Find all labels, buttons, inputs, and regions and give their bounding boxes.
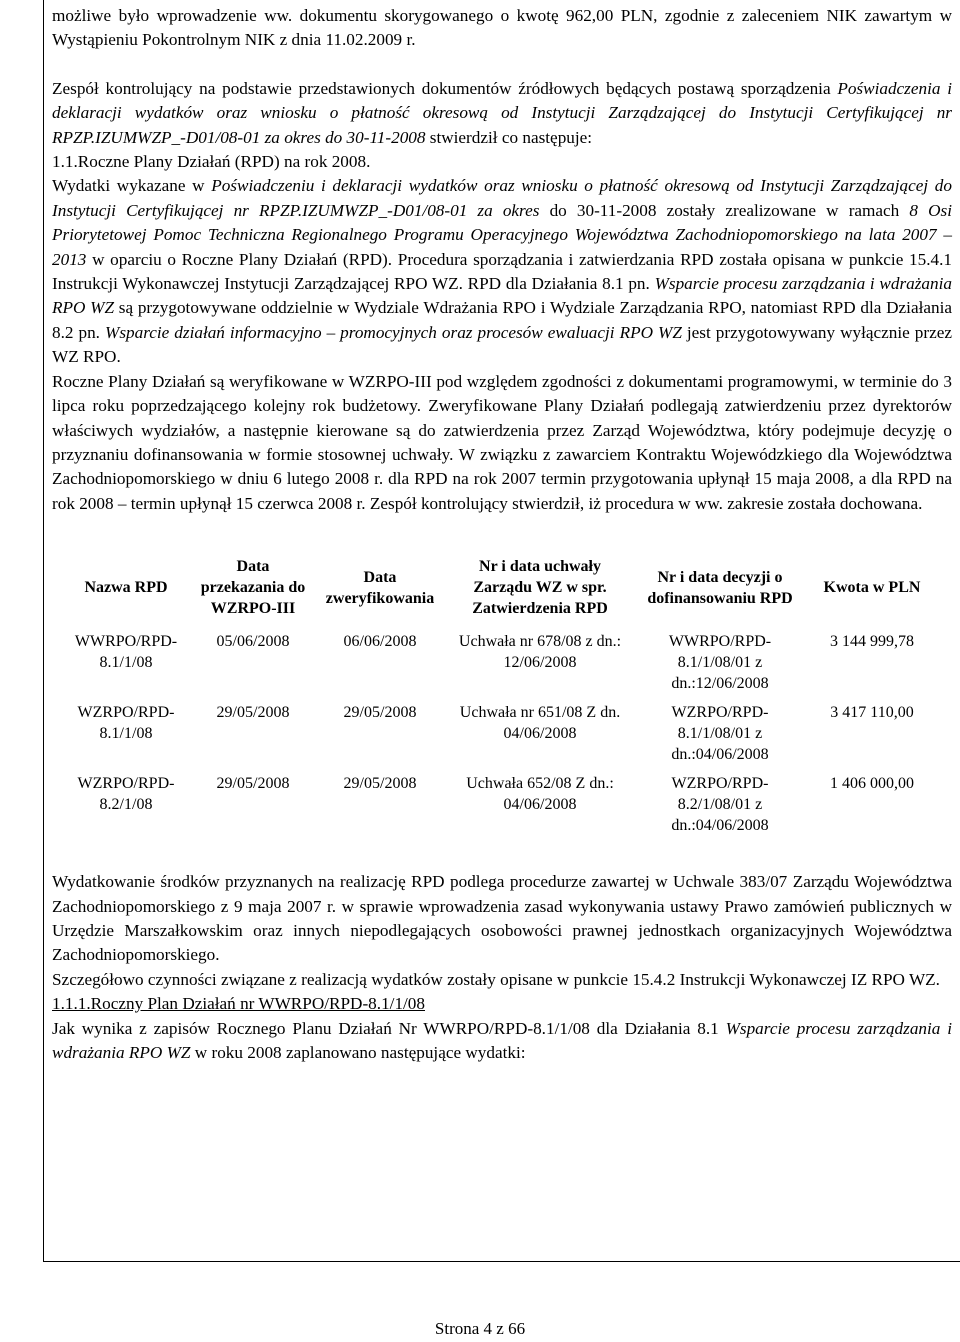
cell-data-zweryfikowania: 29/05/2008: [343, 775, 417, 793]
document-body: [52, 4, 952, 1065]
text-run: do 30-11-2008 zostały zrealizowane w ramach: [539, 200, 910, 220]
text-run: jest przygotowywany wyłącznie przez WZ RPO.: [52, 322, 953, 367]
cell-nazwa: WZRPO/RPD-8.1/1/08: [77, 704, 175, 743]
cell-decyzja: WZRPO/RPD-8.2/1/08/01 z dn.:04/06/2008: [671, 775, 769, 835]
cell-data-przekazania: 29/05/2008: [216, 775, 290, 793]
cell-uchwala: Uchwała nr 651/08 Z dn. 04/06/2008: [459, 704, 621, 743]
italic-run: Wsparcie działań informacyjno – promocyjnych oraz procesów ewaluacji RPO WZ: [105, 322, 682, 342]
header-nr-uchwaly: Nr i data uchwały Zarządu WZ w spr. Zatwierdzenia RPD: [472, 558, 608, 618]
cell-nazwa: WWRPO/RPD-8.1/1/08: [74, 633, 178, 672]
paragraph-procedure: Wydatkowanie środków przyznanych na realizację RPD podlega procedurze zawartej w Uchwale 383/07 Zarządu Województwa Zachodniopomorskiego z 9 maja 2007 r. w sprawie wprowadzenia zasad wykonywania ustawy Prawo zamówień publicznych w Urzędzie Marszałkowskim oraz innych niepodlegających osobowości prawnej jednostkach organizacyjnych Województwa Zachodniopomorskiego.: [52, 872, 952, 965]
paragraph-intro: możliwe było wprowadzenie ww. dokumentu skorygowanego o kwotę 962,00 PLN, zgodnie z zaleceniem NIK zawartym w Wystąpieniu Pokontrolnym NIK z dnia 11.02.2009 r.: [52, 6, 952, 50]
text-run: są przygotowywane oddzielnie w Wydziale Wdrażania RPO i Wydziale Zarządzania RPO, natomiast RPD dla Działania 8.2 pn.: [52, 298, 952, 342]
header-nazwa-rpd: Nazwa RPD: [84, 579, 168, 597]
section-heading-plan: 1.1.1.Roczny Plan Działań nr WWRPO/RPD-8.1/1/08: [52, 994, 425, 1014]
header-data-przekazania: Data przekazania do WZRPO-III: [200, 558, 306, 618]
cell-data-zweryfikowania: 06/06/2008: [343, 633, 417, 651]
rpd-table: [60, 552, 938, 840]
text-run: w roku 2008 zaplanowano następujące wydatki:: [190, 1042, 526, 1062]
italic-run: Wsparcie procesu zarządzania i wdrażania RPO WZ: [52, 1018, 953, 1062]
header-data-zweryfikowania: Data zweryfikowania: [325, 568, 435, 607]
table-header-row: [60, 552, 938, 627]
cell-kwota: 1 406 000,00: [830, 775, 914, 793]
header-kwota: Kwota w PLN: [823, 579, 921, 597]
cell-uchwala: Uchwała nr 678/08 z dn.: 12/06/2008: [458, 633, 622, 672]
cell-decyzja: WZRPO/RPD-8.1/1/08/01 z dn.:04/06/2008: [671, 704, 769, 764]
table-row: [60, 627, 938, 698]
text-run: Jak wynika z zapisów Rocznego Planu Działań Nr WWRPO/RPD-8.1/1/08 dla Działania 8.1: [52, 1018, 726, 1038]
text-run: Zespół kontrolujący na podstawie przedstawionych dokumentów źródłowych będących postawą sporządzenia: [52, 78, 838, 98]
italic-run: 8 Osi Priorytetowej Pomoc Techniczna Regionalnego Programu Operacyjnego Województwa Zachodniopomorskiego na lata 2007 – 2013: [52, 200, 952, 269]
cell-data-zweryfikowania: 29/05/2008: [343, 704, 417, 722]
cell-uchwala: Uchwała 652/08 Z dn.: 04/06/2008: [466, 775, 614, 814]
paragraph-team-statement: [52, 77, 952, 150]
cell-decyzja: WWRPO/RPD-8.1/1/08/01 z dn.:12/06/2008: [668, 633, 772, 693]
cell-data-przekazania: 29/05/2008: [216, 704, 290, 722]
section-heading-rpd: 1.1.Roczne Plany Działań (RPD) na rok 2008.: [52, 152, 371, 172]
text-run: w oparciu o Roczne Plany Działań (RPD). Procedura sporządzania i zatwierdzania RPD została opisana w punkcie 15.4.1 Instrukcji Wykonawczej Instytucji Zarządzającej RPO WZ. RPD dla Działania 8.1 pn.: [52, 249, 952, 294]
page-number: Strona 4 z 66: [434, 1319, 526, 1338]
text-run: Wydatki wykazane w: [52, 176, 212, 196]
cell-kwota: 3 417 110,00: [830, 704, 914, 722]
paragraph-details: Szczegółowo czynności związane z realizacją wydatków zostały opisane w punkcie 15.4.2 Instrukcji Wykonawczej IZ RPO WZ.: [52, 969, 940, 989]
header-nr-decyzji: Nr i data decyzji o dofinansowaniu RPD: [647, 568, 793, 607]
italic-run: Poświadczeniu i deklaracji wydatków oraz wniosku o płatność okresową od Instytucji Zarządzającej do Instytucji Certyfikującej nr RPZP.IZUMWZP_-D01/08-01 za okres: [52, 176, 952, 220]
table-row: [60, 698, 938, 769]
table-row: [60, 769, 938, 840]
italic-run: Poświadczenia i deklaracji wydatków oraz wniosku o płatność okresową od Instytucji Zarządzającej do Instytucji Certyfikującej nr RPZP.IZUMWZP_-D01/08-01 za okres do 30-11-2008: [52, 78, 952, 147]
paragraph-verification: Roczne Plany Działań są weryfikowane w WZRPO-III pod względem zgodności z dokumentami programowymi, w terminie do 3 lipca roku poprzedzającego kolejny rok budżetowy. Zweryfikowane Plany Działań podlegają zatwierdzeniu przez dyrektorów właściwych wydziałów, a następnie kierowane są do zatwierdzenia przez Zarząd Województwa, który podejmuje decyzję o przyznaniu dofinansowania w formie stosownej uchwały. W związku z zawarciem Kontraktu Wojewódzkiego dla Województwa Zachodniopomorskiego w dniu 6 lutego 2008 r. dla RPD na rok 2007 termin przygotowania upłynął 15 maja 2008, a dla RPD na rok 2008 – termin upłynął 15 czerwca 2008 r. Zespół kontrolujący stwierdził, iż procedura w ww. zakresie została dochowana.: [52, 371, 952, 513]
paragraph-expenses: [52, 174, 952, 369]
italic-run: Wsparcie procesu zarządzania i wdrażania RPO WZ: [52, 274, 952, 318]
cell-kwota: 3 144 999,78: [830, 633, 914, 651]
paragraph-planned-expenses: [52, 1017, 952, 1066]
cell-nazwa: WZRPO/RPD-8.2/1/08: [77, 775, 175, 814]
text-run: stwierdził co następuje:: [425, 127, 593, 147]
cell-data-przekazania: 05/06/2008: [216, 633, 290, 651]
